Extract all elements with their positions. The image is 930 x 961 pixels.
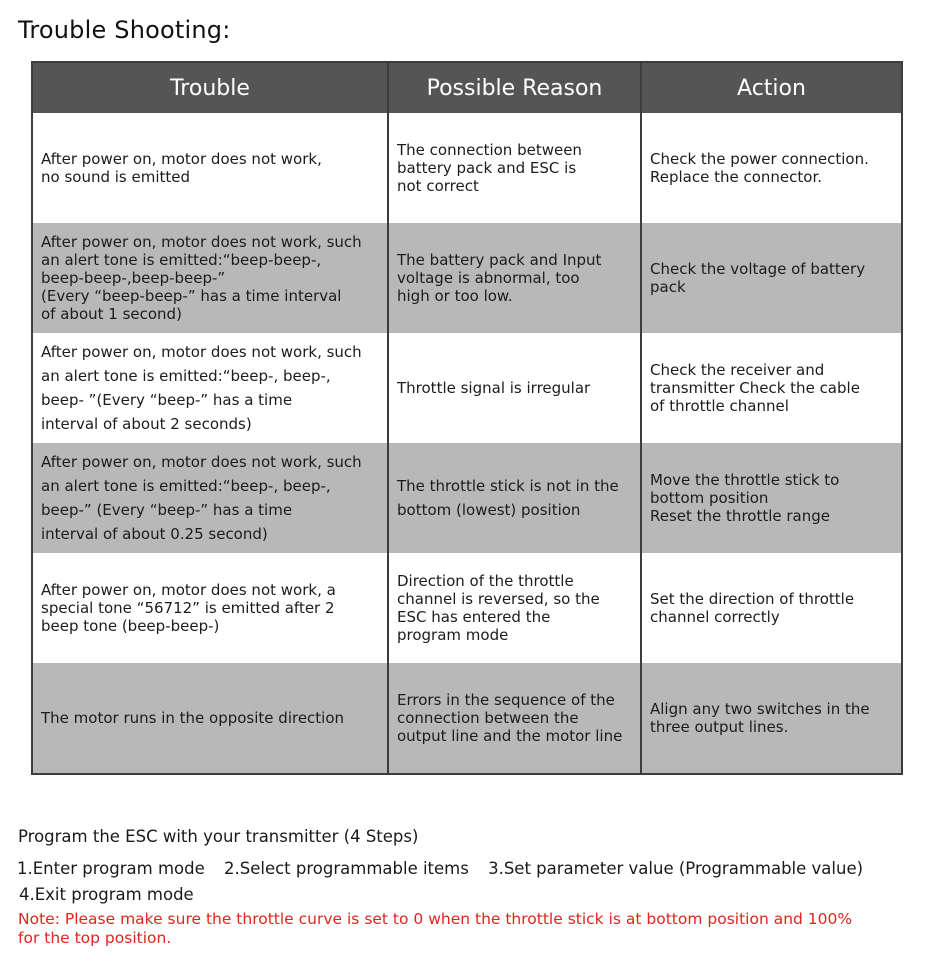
trouble-cell: After power on, motor does not work, a special tone “56712” is emitted after 2 beep tone (beep-beep-): [32, 553, 388, 663]
program-steps: [17, 858, 908, 880]
step-item: 1.Enter program mode: [17, 859, 205, 878]
reason-cell: The battery pack and Input voltage is abnormal, too high or too low.: [388, 223, 641, 333]
action-cell: Align any two switches in the three output lines.: [641, 663, 902, 774]
table-row: [32, 663, 902, 774]
reason-cell: Direction of the throttle channel is reversed, so the ESC has entered the program mode: [388, 553, 641, 663]
reason-cell: Throttle signal is irregular: [388, 333, 641, 443]
program-title: Program the ESC with your transmitter (4 Steps): [18, 827, 419, 846]
troubleshooting-table: [31, 61, 903, 775]
column-header-trouble: Trouble: [32, 62, 388, 113]
action-cell: Check the power connection. Replace the connector.: [641, 113, 902, 223]
trouble-cell: After power on, motor does not work, such an alert tone is emitted:“beep-beep-, beep-beep-,beep-beep-” (Every “beep-beep-” has a time interval of about 1 second): [32, 223, 388, 333]
reason-cell: The throttle stick is not in the bottom (lowest) position: [388, 443, 641, 553]
column-header-action: Action: [641, 62, 902, 113]
trouble-cell: The motor runs in the opposite direction: [32, 663, 388, 774]
table-header-row: [32, 62, 902, 113]
action-cell: Check the voltage of battery pack: [641, 223, 902, 333]
step-item: 3.Set parameter value (Programmable value): [488, 859, 864, 878]
page-title: Trouble Shooting:: [18, 16, 231, 44]
table-row: [32, 113, 902, 223]
action-cell: Check the receiver and transmitter Check the cable of throttle channel: [641, 333, 902, 443]
trouble-cell: After power on, motor does not work, such an alert tone is emitted:“beep-, beep-, beep- ”(Every “beep-” has a time interval of about 2 seconds): [32, 333, 388, 443]
table-row: [32, 553, 902, 663]
table-row: [32, 443, 902, 553]
program-section: [18, 826, 908, 948]
action-cell: Move the throttle stick to bottom position Reset the throttle range: [641, 443, 902, 553]
table-row: [32, 333, 902, 443]
column-header-possible-reason: Possible Reason: [388, 62, 641, 113]
note-text: Note: Please make sure the throttle curve is set to 0 when the throttle stick is at bottom position and 100% for the top position.: [18, 910, 853, 947]
action-cell: Set the direction of throttle channel correctly: [641, 553, 902, 663]
step-item: 2.Select programmable items: [224, 859, 469, 878]
reason-cell: Errors in the sequence of the connection between the output line and the motor line: [388, 663, 641, 774]
trouble-cell: After power on, motor does not work, no sound is emitted: [32, 113, 388, 223]
reason-cell: The connection between battery pack and ESC is not correct: [388, 113, 641, 223]
table-row: [32, 223, 902, 333]
step-item: 4.Exit program mode: [19, 885, 194, 904]
trouble-cell: After power on, motor does not work, such an alert tone is emitted:“beep-, beep-, beep-” (Every “beep-” has a time interval of about 0.25 second): [32, 443, 388, 553]
